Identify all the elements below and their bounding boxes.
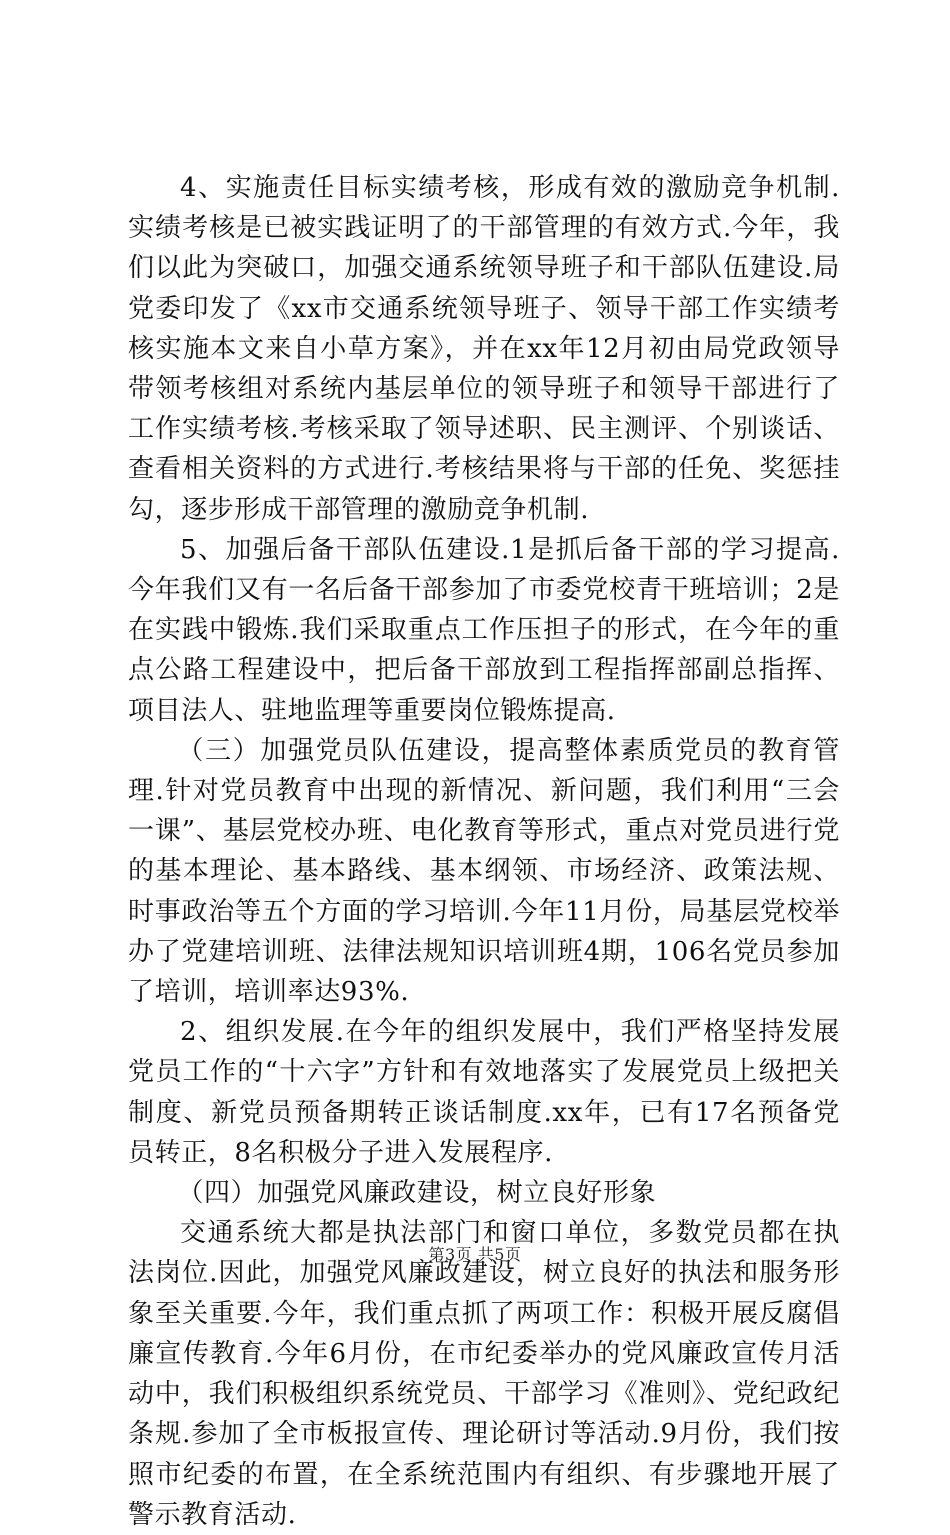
paragraph-integrity-work: 交通系统大都是执法部门和窗口单位，多数党员都在执法岗位.因此，加强党风廉政建设，树立良好的执法和服务形象至关重要.今年，我们重点抓了两项工作：积极开展反腐倡廉宣传教育.今年6月份，在市纪委举办的党风廉政宣传月活动中，我们积极组织系统党员、干部学习《准则》、党纪政纪条规.参加了全市板报宣传、理论研讨等活动.9月份，我们按照市纪委的布置，在全系统范围内有组织、有步骤地开展了警示教育活动. bbox=[128, 1218, 840, 1530]
document-body bbox=[128, 168, 840, 1535]
section-heading-4-integrity: （四）加强党风廉政建设，树立良好形象 bbox=[177, 1178, 657, 1209]
paragraph-section-3-party-members: （三）加强党员队伍建设，提高整体素质党员的教育管理.针对党员教育中出现的新情况、新问题，我们利用“三会一课”、基层党校办班、电化教育等形式，重点对党员进行党的基本理论、基本路线、基本纲领、市场经济、政策法规、时事政治等五个方面的学习培训.今年11月份，局基层党校举办了党建培训班、法律法规知识培训班4期，106名党员参加了培训，培训率达93%. bbox=[128, 735, 840, 1008]
paragraph-2-organization-development: 2、组织发展.在今年的组织发展中，我们严格坚持发展党员工作的“十六字”方针和有效地落实了发展党员上级把关制度、新党员预备期转正谈话制度.xx年，已有17名预备党员转正，8名积极分子进入发展程序. bbox=[128, 1017, 840, 1168]
paragraph-4-performance-assessment: 4、实施责任目标实绩考核，形成有效的激励竞争机制.实绩考核是已被实践证明了的干部管理的有效方式.今年，我们以此为突破口，加强交通系统领导班子和干部队伍建设.局党委印发了《xx市交通系统领导班子、领导干部工作实绩考核实施本文来自小草方案》，并在xx年12月初由局党政领导带领考核组对系统内基层单位的领导班子和领导干部进行了工作实绩考核.考核采取了领导述职、民主测评、个别谈话、查看相关资料的方式进行.考核结果将与干部的任免、奖惩挂勾，逐步形成干部管理的激励竞争机制. bbox=[128, 173, 840, 525]
page-footer: 第3页 共5页 bbox=[428, 1245, 522, 1264]
paragraph-5-reserve-cadres: 5、加强后备干部队伍建设.1是抓后备干部的学习提高.今年我们又有一名后备干部参加了市委党校青干班培训；2是在实践中锻炼.我们采取重点工作压担子的形式，在今年的重点公路工程建设中，把后备干部放到工程指挥部副总指挥、项目法人、驻地监理等重要岗位锻炼提高. bbox=[128, 534, 840, 726]
